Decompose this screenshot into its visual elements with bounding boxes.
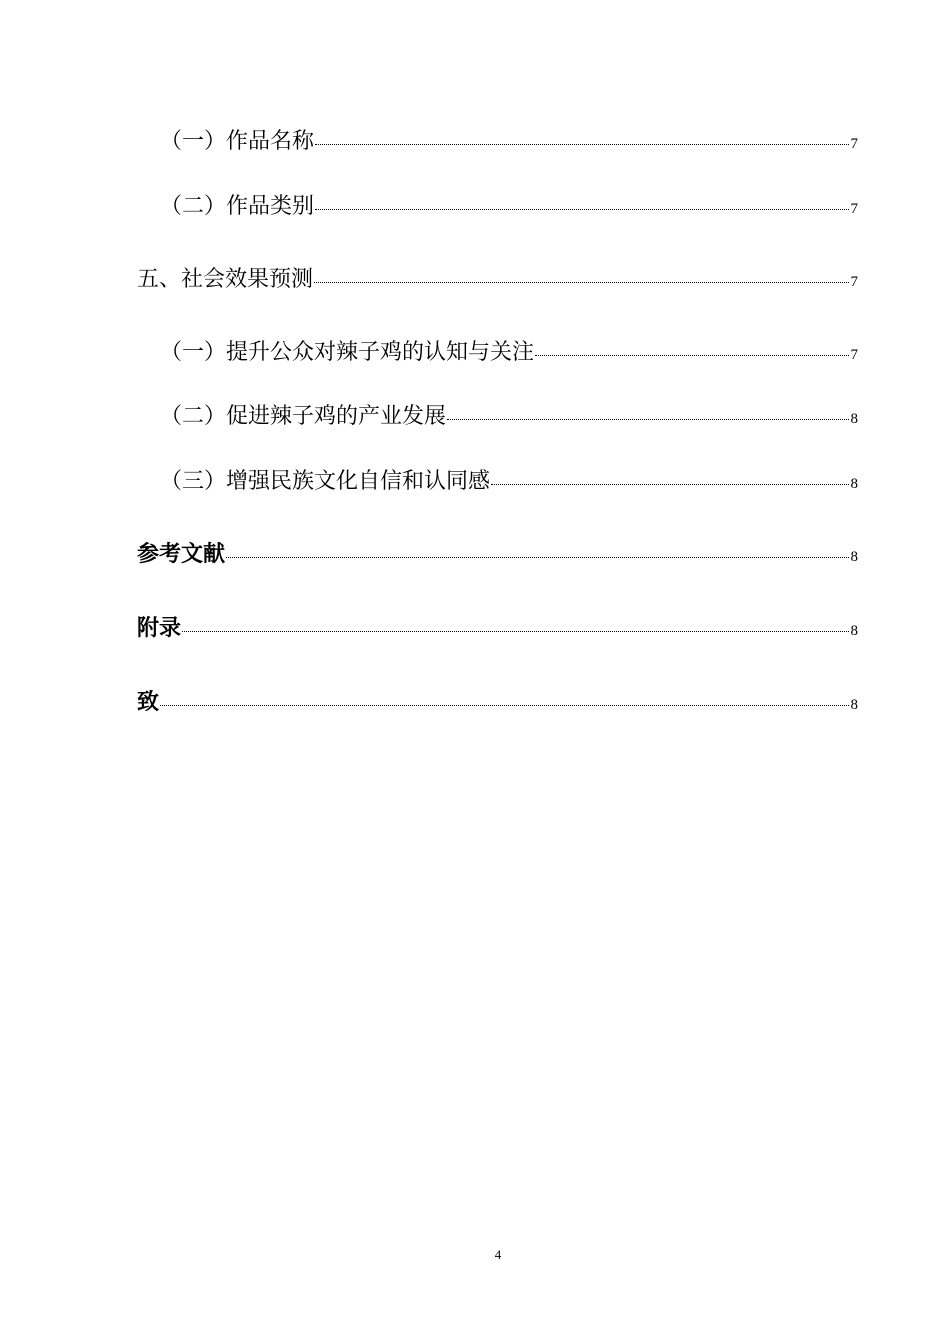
toc-dot-leader <box>491 484 848 485</box>
toc-entry-page: 7 <box>850 274 858 290</box>
toc-entry-title: 五、社会效果预测 <box>137 267 314 292</box>
toc-entry-title: （三）增强民族文化自信和认同感 <box>160 469 491 494</box>
toc-entry-title: （二）促进辣子鸡的产业发展 <box>160 404 447 429</box>
toc-entry-title: （一）作品名称 <box>160 129 315 154</box>
toc-entry-title: （一）提升公众对辣子鸡的认知与关注 <box>160 340 535 365</box>
toc-entry[interactable] <box>137 541 858 569</box>
toc-entry-page: 8 <box>850 697 858 713</box>
page-number: 4 <box>494 1247 502 1262</box>
toc-entry-page: 8 <box>850 411 858 427</box>
toc-entry[interactable] <box>160 468 858 496</box>
toc-entry-page: 7 <box>850 136 858 152</box>
toc-dot-leader <box>226 557 848 558</box>
toc-entry[interactable] <box>160 128 858 156</box>
toc-entry[interactable] <box>137 689 858 717</box>
toc-entry-title: 致 <box>137 690 160 715</box>
toc-entry-page: 7 <box>850 347 858 363</box>
toc-dot-leader <box>315 144 848 145</box>
toc-dot-leader <box>160 705 848 706</box>
toc-dot-leader <box>182 631 848 632</box>
toc-entry[interactable] <box>160 403 858 431</box>
toc-entry-title: 附录 <box>137 616 182 641</box>
toc-dot-leader <box>315 209 848 210</box>
toc-entry[interactable] <box>160 193 858 221</box>
toc-entry-page: 7 <box>850 201 858 217</box>
toc-entry-title: （二）作品类别 <box>160 194 315 219</box>
toc-entry-page: 8 <box>850 476 858 492</box>
toc-entry[interactable] <box>137 615 858 643</box>
toc-entry-page: 8 <box>850 549 858 565</box>
toc-entry-title: 参考文献 <box>137 542 226 567</box>
toc-dot-leader <box>535 355 848 356</box>
toc-dot-leader <box>447 419 848 420</box>
toc-entry[interactable] <box>160 339 858 367</box>
toc-dot-leader <box>314 282 848 283</box>
toc-entry[interactable] <box>137 266 858 294</box>
toc-entry-page: 8 <box>850 623 858 639</box>
